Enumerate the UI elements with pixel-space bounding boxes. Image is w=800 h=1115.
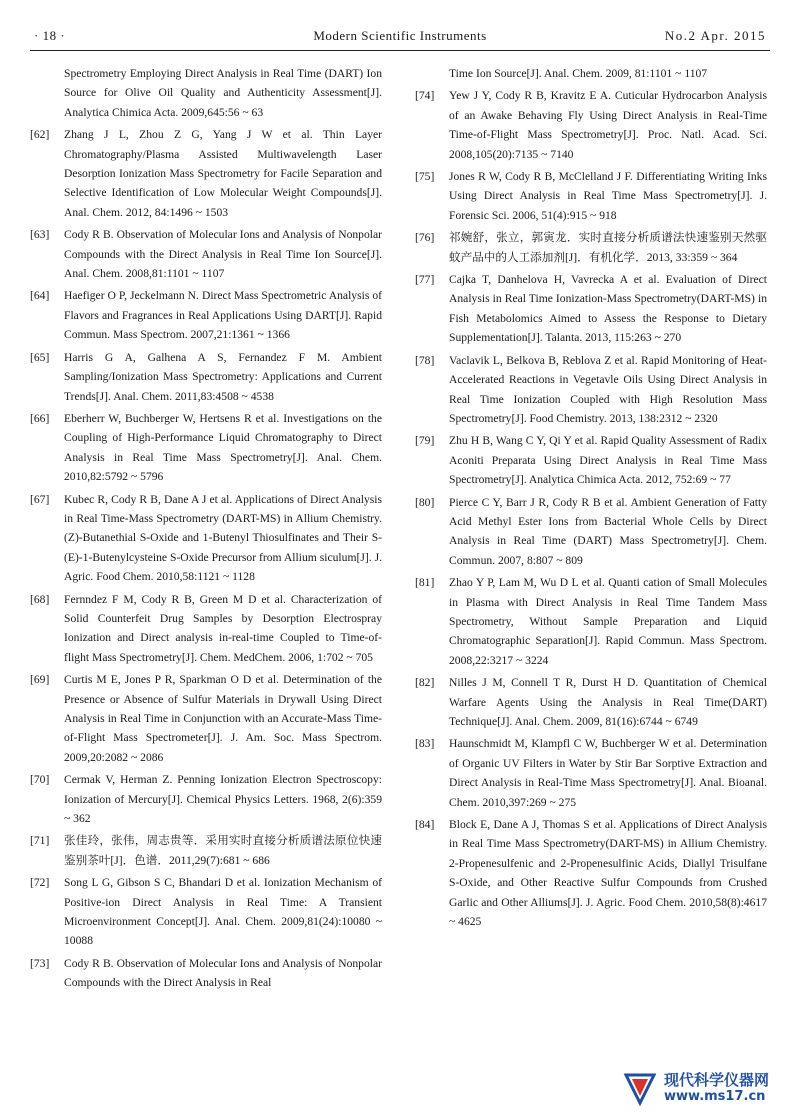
reference-entry [30,225,382,283]
reference-number: [62] [30,128,50,142]
reference-entry [415,734,767,812]
reference-entry [415,431,767,489]
reference-text: Haefiger O P, Jeckelmann N. Direct Mass Spectrometric Analysis of Flavors and Fragrances in Real Applications Using DART[J]. Rapid Commun. Mass Spectrom. 2007,21:1361 ~ 1366 [64,289,382,342]
reference-text: Song L G, Gibson S C, Bhandari D et al. Ionization Mechanism of Positive-ion Direct Analysis in Real Time: A Transient Microenvironment Concept[J]. Anal. Chem. 2009,81(24):10080 ~ 10088 [64,876,382,948]
reference-entry [30,770,382,828]
reference-number: [74] [415,89,435,103]
reference-text: Cajka T, Danhelova H, Vavrecka A et al. Evaluation of Direct Analysis in Real Time Ionization-Mass Spectrometry(DART-MS) in Fish Metabolomics Aimed to Assess the Response to Dietary Supplementation[J]. Talanta. 2013, 115:263 ~ 270 [449,273,767,345]
reference-text: Curtis M E, Jones P R, Sparkman O D et al. Determination of the Presence or Absence of Sulfur Materials in Drywall Using Direct Analysis in Real Time in Conjunction with an Accurate-Mass Time-of-Flight Mass Spectrometer[J]. J. Am. Soc. Mass Spectrom. 2009,20:2082 ~ 2086 [64,673,382,764]
site-watermark [620,1067,790,1109]
right-column [415,64,767,934]
reference-entry [30,490,382,587]
reference-number: [83] [415,737,435,751]
reference-entry [30,286,382,344]
reference-number: [78] [415,353,435,367]
reference-entry [30,125,382,222]
reference-number: [71] [30,834,50,848]
reference-text: Nilles J M, Connell T R, Durst H D. Quantitation of Chemical Warfare Agents Using the Analysis in Real Time(DART) Technique[J]. Anal. Chem. 2009, 81(16):6744 ~ 6749 [449,676,767,728]
reference-text: Fernndez F M, Cody R B, Green M D et al. Characterization of Solid Counterfeit Drug Samples by Desorption Electrospray Ionization and Direct analysis in-real-time Coupled to Time-of-flight Mass Spectrometry[J]. Chem. MedChem. 2006, 1:702 ~ 705 [64,592,382,664]
reference-text: Eberherr W, Buchberger W, Hertsens R et al. Investigations on the Coupling of High-Performance Liquid Chromatography to Direct Analysis in Real Time Mass Spectrometry[J]. Anal. Chem. 2010,82:5792 ~ 5796 [64,411,382,484]
reference-entry [30,873,382,951]
reference-number: [72] [30,876,50,890]
reference-number: [64] [30,289,50,303]
watermark-title: 现代科学仪器网 [664,1071,770,1089]
reference-text: 张佳玲，张伟，周志贵等．采用实时直接分析质谱法原位快速鉴别茶叶[J]．色谱．2011,29(7):681 ~ 686 [64,834,382,867]
reference-text: Zhao Y P, Lam M, Wu D L et al. Quanti cation of Small Molecules in Plasma with Direct Analysis in Real Time Tandem Mass Spectrometry, Without Sample Preparation and Liquid Chromatographic Separation[J]. Rapid Commun. Mass Spectrom. 2008,22:3217 ~ 3224 [449,576,767,667]
reference-text: Cody R B. Observation of Molecular Ions and Analysis of Nonpolar Compounds with the Direct Analysis in Real [64,956,382,990]
page-number: · 18 · [34,28,66,43]
reference-entry [30,590,382,668]
reference-number: [77] [415,273,435,287]
reference-number: [68] [30,592,50,606]
reference-number: [80] [415,495,435,509]
reference-entry [30,831,382,870]
reference-text: Pierce C Y, Barr J R, Cody R B et al. Ambient Generation of Fatty Acid Methyl Ester Ions from Bacterial Whole Cells by Direct Analysis in Real Time (DART) Mass Spectrometry[J]. Chem. Commun. 2007, 8:807 ~ 809 [449,495,767,567]
reference-number: [84] [415,818,435,832]
journal-title: Modern Scientific Instruments [313,28,487,43]
reference-text: Zhang J L, Zhou Z G, Yang J W et al. Thin Layer Chromatography/Plasma Assisted Multiwavelength Laser Desorption Ionization Mass Spectrometry for Facile Separation and Selective Identification of Low Molecular Weight Compounds[J]. Anal. Chem. 2012, 84:1496 ~ 1503 [64,128,382,219]
left-column [30,64,382,996]
reference-entry [415,673,767,731]
reference-entry [30,670,382,767]
reference-number: [81] [415,576,435,590]
reference-continuation: Spectrometry Employing Direct Analysis in Real Time (DART) Ion Source for Olive Oil Quality and Authenticity Assessment[J]. Analytica Chimica Acta. 2009,645:56 ~ 63 [64,67,382,119]
reference-entry [415,86,767,164]
reference-entry [30,348,382,406]
reference-entry [415,573,767,670]
reference-text: Zhu H B, Wang C Y, Qi Y et al. Rapid Quality Assessment of Radix Aconiti Preparata Using Direct Analysis in Real Time Mass Spectrometry[J]. Analytica Chimica Acta. 2012, 752:69 ~ 77 [449,434,767,487]
reference-text: Harris G A, Galhena A S, Fernandez F M. Ambient Sampling/Ionization Mass Spectrometry: Applications and Current Trends[J]. Anal. Chem. 2011,83:4508 ~ 4538 [64,350,382,403]
reference-entry [30,409,382,487]
reference-number: [69] [30,673,50,687]
reference-number: [66] [30,411,50,425]
reference-entry [415,493,767,571]
reference-list [30,125,382,992]
reference-number: [67] [30,492,50,506]
reference-text: Jones R W, Cody R B, McClelland J F. Differentiating Writing Inks Using Direct Analysis in Real Time Mass Spectrometry[J]. J. Forensic Sci. 2006, 51(4):915 ~ 918 [449,170,767,222]
reference-entry [415,167,767,225]
reference-number: [76] [415,231,435,245]
reference-text: Vaclavik L, Belkova B, Reblova Z et al. Rapid Monitoring of Heat-Accelerated Reactions in Vegetavle Oils Using Direct Analysis in Real Time Ionization Coupled with High Resolution Mass Spectrometry[J]. Food Chemistry. 2013, 138:2312 ~ 2320 [449,353,767,425]
reference-text: Haunschmidt M, Klampfl C W, Buchberger W et al. Determination of Organic UV Filters in Water by Stir Bar Sorptive Extraction and Direct Analysis in Real-Time Mass Spectrometry[J]. Anal. Bioanal. Chem. 2010,397:269 ~ 275 [449,737,767,809]
reference-text: Block E, Dane A J, Thomas S et al. Applications of Direct Analysis in Real Time Mass Spectrometry(DART-MS) in Allium Chemistry. 2-Propenesulfenic and 2-Propenesulfinic Acids, Diallyl Trisulfane S-Oxide, and Other Reactive Sulfur Compounds from Crushed Garlic and Other Alliums[J]. J. Agric. Food Chem. 2010,58(8):4617 ~ 4625 [449,818,767,929]
reference-number: [79] [415,434,435,448]
issue-info: No.2 Apr. 2015 [664,28,766,43]
reference-entry [415,228,767,267]
reference-entry [415,270,767,348]
reference-number: [65] [30,350,50,364]
reference-continuation: Time Ion Source[J]. Anal. Chem. 2009, 81:1101 ~ 1107 [449,67,708,80]
reference-entry [415,351,767,429]
reference-text: 祁婉舒，张立，郭寅龙．实时直接分析质谱法快速鉴别天然驱蚊产品中的人工添加剂[J]．有机化学．2013, 33:359 ~ 364 [449,231,767,264]
reference-text: Cody R B. Observation of Molecular Ions and Analysis of Nonpolar Compounds with the Direct Analysis in Real Time Ion Source[J]. Anal. Chem. 2008,81:1101 ~ 1107 [64,228,382,281]
reference-number: [75] [415,170,435,184]
reference-entry [30,954,382,993]
reference-number: [63] [30,228,50,242]
watermark-url: www.ms17.cn [664,1089,766,1104]
reference-number: [70] [30,773,50,787]
reference-list [415,86,767,931]
reference-number: [82] [415,676,435,690]
running-header [30,28,770,51]
reference-text: Cermak V, Herman Z. Penning Ionization Electron Spectroscopy: Ionization of Mercury[J]. Chemical Physics Letters. 1968, 2(6):359 ~ 362 [64,773,382,826]
reference-number: [73] [30,956,50,970]
flask-logo-icon [620,1069,660,1107]
reference-entry [415,815,767,931]
reference-text: Kubec R, Cody R B, Dane A J et al. Applications of Direct Analysis in Real Time-Mass Spectrometry (DART-MS) in Allium Chemistry. (Z)-Butanethial S-Oxide and 1-Butenyl Thiosulfinates and Their S-(E)-1-Butenylcysteine S-Oxide Precursor from Allium siculum[J]. J. Agric. Food Chem. 2010,58:1121 ~ 1128 [64,492,382,584]
reference-text: Yew J Y, Cody R B, Kravitz E A. Cuticular Hydrocarbon Analysis of an Awake Behaving Fly Using Direct Analysis in Real-Time Time-of-Flight Mass Spectrometry[J]. Proc. Natl. Acad. Sci. 2008,105(20):7135 ~ 7140 [449,89,767,161]
